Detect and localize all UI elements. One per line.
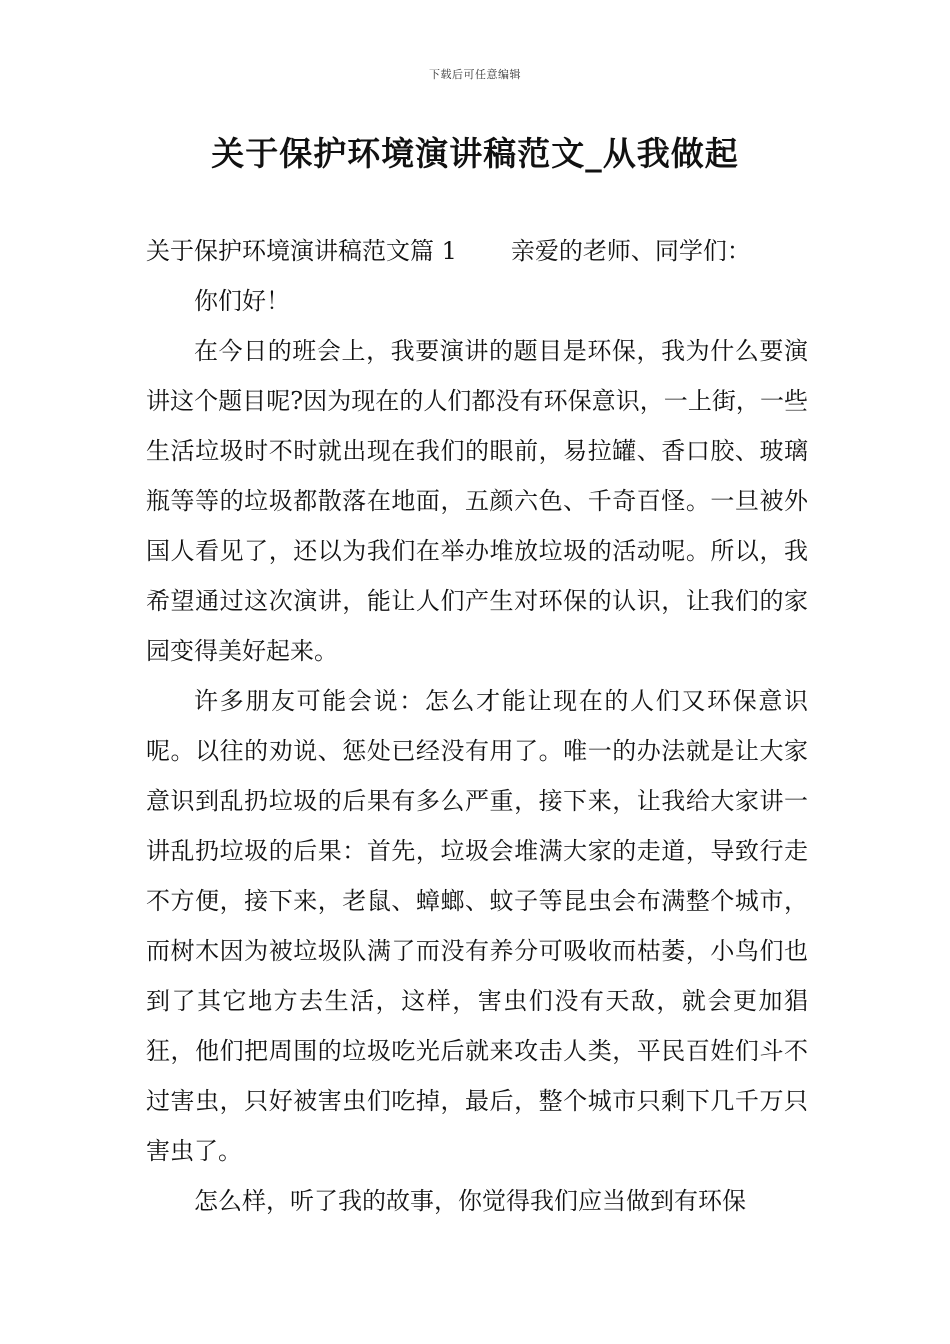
paragraph-2: 许多朋友可能会说：怎么才能让现在的人们又环保意识呢。以往的劝说、惩处已经没有用了。唯一的办法就是让大家意识到乱扔垃圾的后果有多么严重，接下来，让我给大家讲一讲乱扔垃圾的后果：首先，垃圾会堆满大家的走道，导致行走不方便，接下来，老鼠、蟑螂、蚊子等昆虫会布满整个城市，而树木因为被垃圾队满了而没有养分可吸收而枯萎，小鸟们也到了其它地方去生活，这样，害虫们没有天敌，就会更加猖狂，他们把周围的垃圾吃光后就来攻击人类，平民百姓们斗不过害虫，只好被害虫们吃掉，最后，整个城市只剩下几千万只害虫了。	[146, 687, 808, 1165]
document-body	[146, 226, 808, 1226]
paragraph-1: 在今日的班会上，我要演讲的题目是环保，我为什么要演讲这个题目呢?因为现在的人们都没有环保意识，一上街，一些生活垃圾时不时就出现在我们的眼前，易拉罐、香口胶、玻璃瓶等等的垃圾都散落在地面，五颜六色、千奇百怪。一旦被外国人看见了，还以为我们在举办堆放垃圾的活动呢。所以，我希望通过这次演讲，能让人们产生对环保的认识，让我们的家园变得美好起来。	[146, 337, 808, 665]
header-note: 下载后可任意编辑	[429, 68, 521, 81]
paragraph-3: 怎么样，听了我的故事，你觉得我们应当做到有环保	[194, 1187, 746, 1215]
greeting: 你们好！	[194, 287, 290, 315]
opening-line	[146, 226, 808, 276]
document-title: 关于保护环境演讲稿范文_从我做起	[211, 134, 739, 173]
section-heading: 关于保护环境演讲稿范文篇 1	[146, 237, 457, 265]
salutation: 亲爱的老师、同学们：	[510, 237, 751, 265]
